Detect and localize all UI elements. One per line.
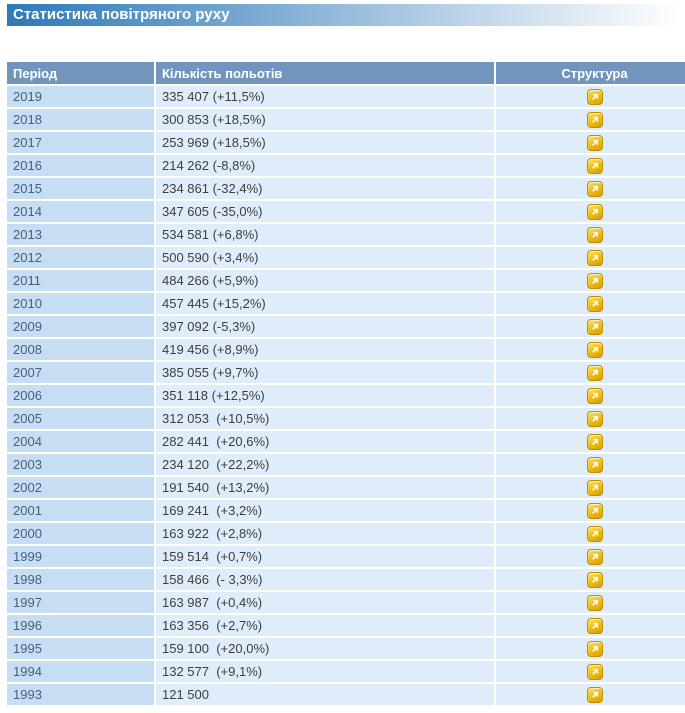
structure-cell xyxy=(496,615,685,636)
arrow-up-right-icon xyxy=(590,184,600,194)
period-cell: 1993 xyxy=(7,684,154,705)
table-row xyxy=(7,86,685,107)
structure-cell xyxy=(496,477,685,498)
arrow-up-right-icon xyxy=(590,460,600,470)
table-row xyxy=(7,247,685,268)
table-row xyxy=(7,569,685,590)
column-header-flights: Кількість польотів xyxy=(156,62,494,84)
structure-link[interactable] xyxy=(587,411,603,427)
structure-cell xyxy=(496,178,685,199)
flights-cell: 312 053 (+10,5%) xyxy=(156,408,494,429)
structure-cell xyxy=(496,132,685,153)
flights-cell: 158 466 (- 3,3%) xyxy=(156,569,494,590)
period-cell: 2007 xyxy=(7,362,154,383)
period-cell: 2012 xyxy=(7,247,154,268)
structure-link[interactable] xyxy=(587,296,603,312)
arrow-up-right-icon xyxy=(590,253,600,263)
table-row xyxy=(7,224,685,245)
structure-link[interactable] xyxy=(587,158,603,174)
flights-cell: 163 987 (+0,4%) xyxy=(156,592,494,613)
structure-link[interactable] xyxy=(587,365,603,381)
flights-cell: 159 100 (+20,0%) xyxy=(156,638,494,659)
table-row xyxy=(7,362,685,383)
arrow-up-right-icon xyxy=(590,598,600,608)
structure-cell xyxy=(496,339,685,360)
period-cell: 2003 xyxy=(7,454,154,475)
structure-link[interactable] xyxy=(587,434,603,450)
air-traffic-table xyxy=(5,60,685,707)
structure-cell xyxy=(496,247,685,268)
flights-cell: 500 590 (+3,4%) xyxy=(156,247,494,268)
table-row xyxy=(7,592,685,613)
structure-link[interactable] xyxy=(587,641,603,657)
column-header-period: Період xyxy=(7,62,154,84)
structure-link[interactable] xyxy=(587,526,603,542)
structure-link[interactable] xyxy=(587,457,603,473)
structure-link[interactable] xyxy=(587,135,603,151)
period-cell: 2009 xyxy=(7,316,154,337)
period-cell: 2004 xyxy=(7,431,154,452)
structure-cell xyxy=(496,569,685,590)
arrow-up-right-icon xyxy=(590,161,600,171)
structure-cell xyxy=(496,201,685,222)
flights-cell: 163 356 (+2,7%) xyxy=(156,615,494,636)
table-row xyxy=(7,454,685,475)
table-row xyxy=(7,109,685,130)
period-cell: 2000 xyxy=(7,523,154,544)
arrow-up-right-icon xyxy=(590,621,600,631)
structure-cell xyxy=(496,293,685,314)
table-row xyxy=(7,201,685,222)
flights-cell: 159 514 (+0,7%) xyxy=(156,546,494,567)
structure-link[interactable] xyxy=(587,181,603,197)
structure-cell xyxy=(496,684,685,705)
period-cell: 2008 xyxy=(7,339,154,360)
structure-cell xyxy=(496,546,685,567)
table-row xyxy=(7,132,685,153)
structure-link[interactable] xyxy=(587,595,603,611)
structure-link[interactable] xyxy=(587,89,603,105)
structure-cell xyxy=(496,638,685,659)
period-cell: 2016 xyxy=(7,155,154,176)
structure-cell xyxy=(496,431,685,452)
page-title-bar xyxy=(7,4,681,26)
flights-cell: 300 853 (+18,5%) xyxy=(156,109,494,130)
table-row xyxy=(7,431,685,452)
structure-cell xyxy=(496,86,685,107)
structure-link[interactable] xyxy=(587,572,603,588)
table-row xyxy=(7,684,685,705)
flights-cell: 132 577 (+9,1%) xyxy=(156,661,494,682)
structure-link[interactable] xyxy=(587,319,603,335)
flights-cell: 121 500 xyxy=(156,684,494,705)
arrow-up-right-icon xyxy=(590,506,600,516)
structure-link[interactable] xyxy=(587,388,603,404)
page-title: Статистика повітряного руху xyxy=(13,6,230,23)
structure-link[interactable] xyxy=(587,549,603,565)
table-row xyxy=(7,500,685,521)
structure-cell xyxy=(496,500,685,521)
period-cell: 1999 xyxy=(7,546,154,567)
flights-cell: 214 262 (-8,8%) xyxy=(156,155,494,176)
table-row xyxy=(7,615,685,636)
period-cell: 2011 xyxy=(7,270,154,291)
arrow-up-right-icon xyxy=(590,299,600,309)
structure-link[interactable] xyxy=(587,273,603,289)
structure-link[interactable] xyxy=(587,618,603,634)
flights-cell: 457 445 (+15,2%) xyxy=(156,293,494,314)
structure-cell xyxy=(496,224,685,245)
table-row xyxy=(7,270,685,291)
structure-cell xyxy=(496,592,685,613)
period-cell: 2015 xyxy=(7,178,154,199)
arrow-up-right-icon xyxy=(590,207,600,217)
column-header-structure: Структура xyxy=(496,62,685,84)
table-body xyxy=(7,86,685,705)
table-row xyxy=(7,523,685,544)
arrow-up-right-icon xyxy=(590,690,600,700)
structure-cell xyxy=(496,408,685,429)
table-row xyxy=(7,385,685,406)
period-cell: 2005 xyxy=(7,408,154,429)
flights-cell: 347 605 (-35,0%) xyxy=(156,201,494,222)
table-header-row xyxy=(7,62,685,84)
table-row xyxy=(7,477,685,498)
arrow-up-right-icon xyxy=(590,276,600,286)
arrow-up-right-icon xyxy=(590,322,600,332)
flights-cell: 419 456 (+8,9%) xyxy=(156,339,494,360)
structure-cell xyxy=(496,270,685,291)
structure-cell xyxy=(496,454,685,475)
flights-cell: 163 922 (+2,8%) xyxy=(156,523,494,544)
period-cell: 1995 xyxy=(7,638,154,659)
table-row xyxy=(7,293,685,314)
period-cell: 2017 xyxy=(7,132,154,153)
arrow-up-right-icon xyxy=(590,644,600,654)
structure-link[interactable] xyxy=(587,112,603,128)
arrow-up-right-icon xyxy=(590,391,600,401)
table-row xyxy=(7,638,685,659)
period-cell: 1996 xyxy=(7,615,154,636)
period-cell: 2019 xyxy=(7,86,154,107)
period-cell: 1998 xyxy=(7,569,154,590)
structure-link[interactable] xyxy=(587,687,603,703)
table-row xyxy=(7,178,685,199)
arrow-up-right-icon xyxy=(590,115,600,125)
arrow-up-right-icon xyxy=(590,138,600,148)
arrow-up-right-icon xyxy=(590,483,600,493)
arrow-up-right-icon xyxy=(590,345,600,355)
structure-cell xyxy=(496,316,685,337)
period-cell: 1994 xyxy=(7,661,154,682)
flights-cell: 253 969 (+18,5%) xyxy=(156,132,494,153)
flights-cell: 335 407 (+11,5%) xyxy=(156,86,494,107)
period-cell: 2014 xyxy=(7,201,154,222)
flights-cell: 169 241 (+3,2%) xyxy=(156,500,494,521)
period-cell: 2006 xyxy=(7,385,154,406)
flights-cell: 351 118 (+12,5%) xyxy=(156,385,494,406)
arrow-up-right-icon xyxy=(590,575,600,585)
flights-cell: 234 861 (-32,4%) xyxy=(156,178,494,199)
structure-cell xyxy=(496,523,685,544)
arrow-up-right-icon xyxy=(590,529,600,539)
structure-link[interactable] xyxy=(587,342,603,358)
period-cell: 2002 xyxy=(7,477,154,498)
structure-cell xyxy=(496,362,685,383)
flights-cell: 534 581 (+6,8%) xyxy=(156,224,494,245)
arrow-up-right-icon xyxy=(590,92,600,102)
arrow-up-right-icon xyxy=(590,437,600,447)
structure-cell xyxy=(496,109,685,130)
flights-cell: 282 441 (+20,6%) xyxy=(156,431,494,452)
flights-cell: 385 055 (+9,7%) xyxy=(156,362,494,383)
flights-cell: 191 540 (+13,2%) xyxy=(156,477,494,498)
table-row xyxy=(7,316,685,337)
period-cell: 2013 xyxy=(7,224,154,245)
table-row xyxy=(7,546,685,567)
flights-cell: 484 266 (+5,9%) xyxy=(156,270,494,291)
structure-link[interactable] xyxy=(587,480,603,496)
arrow-up-right-icon xyxy=(590,667,600,677)
structure-cell xyxy=(496,385,685,406)
structure-cell xyxy=(496,155,685,176)
structure-link[interactable] xyxy=(587,204,603,220)
structure-link[interactable] xyxy=(587,503,603,519)
flights-cell: 234 120 (+22,2%) xyxy=(156,454,494,475)
structure-link[interactable] xyxy=(587,250,603,266)
arrow-up-right-icon xyxy=(590,230,600,240)
arrow-up-right-icon xyxy=(590,368,600,378)
table-row xyxy=(7,155,685,176)
arrow-up-right-icon xyxy=(590,414,600,424)
structure-cell xyxy=(496,661,685,682)
structure-link[interactable] xyxy=(587,227,603,243)
arrow-up-right-icon xyxy=(590,552,600,562)
period-cell: 2010 xyxy=(7,293,154,314)
table-row xyxy=(7,339,685,360)
flights-cell: 397 092 (-5,3%) xyxy=(156,316,494,337)
period-cell: 1997 xyxy=(7,592,154,613)
table-row xyxy=(7,661,685,682)
structure-link[interactable] xyxy=(587,664,603,680)
period-cell: 2001 xyxy=(7,500,154,521)
period-cell: 2018 xyxy=(7,109,154,130)
table-row xyxy=(7,408,685,429)
